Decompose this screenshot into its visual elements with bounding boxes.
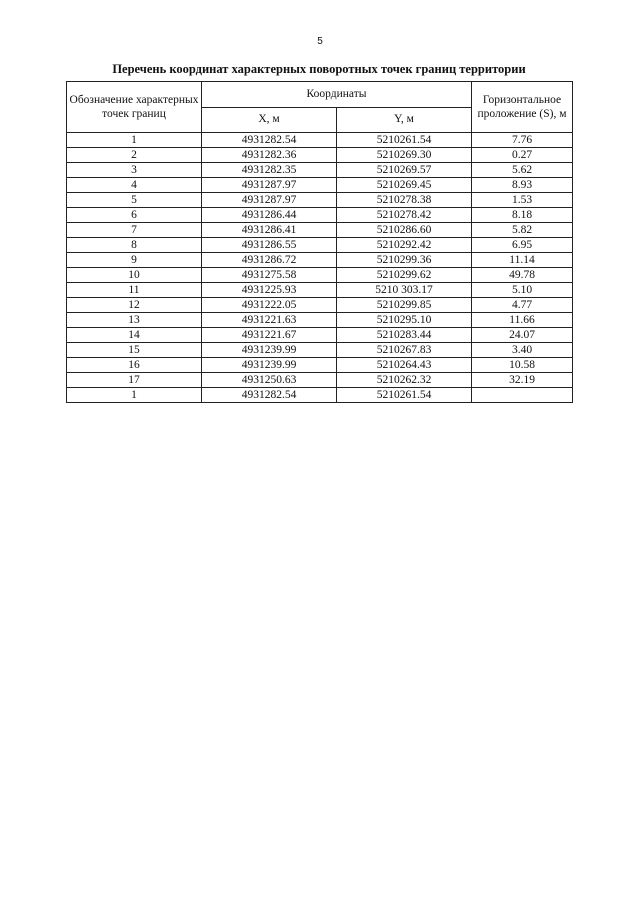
cell-x: 4931239.99 bbox=[202, 343, 337, 358]
table-row bbox=[67, 163, 573, 178]
cell-y: 5210261.54 bbox=[337, 388, 472, 403]
table-row bbox=[67, 223, 573, 238]
cell-point: 2 bbox=[67, 148, 202, 163]
table-row bbox=[67, 208, 573, 223]
cell-distance: 3.40 bbox=[472, 343, 573, 358]
cell-y: 5210269.30 bbox=[337, 148, 472, 163]
header-coordinates: Координаты bbox=[202, 82, 472, 108]
header-y: Y, м bbox=[337, 107, 472, 133]
cell-distance: 10.58 bbox=[472, 358, 573, 373]
header-point-designation: Обозначение характерных точек границ bbox=[67, 82, 202, 133]
cell-point: 12 bbox=[67, 298, 202, 313]
table-row bbox=[67, 133, 573, 148]
coordinates-table bbox=[66, 81, 573, 403]
cell-y: 5210 303.17 bbox=[337, 283, 472, 298]
cell-x: 4931286.44 bbox=[202, 208, 337, 223]
table-row bbox=[67, 238, 573, 253]
cell-x: 4931287.97 bbox=[202, 193, 337, 208]
cell-x: 4931225.93 bbox=[202, 283, 337, 298]
cell-point: 4 bbox=[67, 178, 202, 193]
cell-point: 13 bbox=[67, 313, 202, 328]
cell-distance: 4.77 bbox=[472, 298, 573, 313]
header-horizontal-distance: Горизонтальное проложение (S), м bbox=[472, 82, 573, 133]
cell-y: 5210286.60 bbox=[337, 223, 472, 238]
cell-x: 4931239.99 bbox=[202, 358, 337, 373]
cell-distance: 11.66 bbox=[472, 313, 573, 328]
table-row bbox=[67, 373, 573, 388]
cell-point: 5 bbox=[67, 193, 202, 208]
cell-distance: 24.07 bbox=[472, 328, 573, 343]
cell-y: 5210278.42 bbox=[337, 208, 472, 223]
cell-distance: 5.10 bbox=[472, 283, 573, 298]
cell-y: 5210295.10 bbox=[337, 313, 472, 328]
table-row bbox=[67, 268, 573, 283]
cell-x: 4931286.55 bbox=[202, 238, 337, 253]
table-row bbox=[67, 253, 573, 268]
table-row bbox=[67, 148, 573, 163]
cell-distance: 1.53 bbox=[472, 193, 573, 208]
cell-y: 5210278.38 bbox=[337, 193, 472, 208]
cell-point: 15 bbox=[67, 343, 202, 358]
cell-y: 5210292.42 bbox=[337, 238, 472, 253]
cell-x: 4931221.63 bbox=[202, 313, 337, 328]
cell-y: 5210299.36 bbox=[337, 253, 472, 268]
cell-point: 16 bbox=[67, 358, 202, 373]
cell-y: 5210261.54 bbox=[337, 133, 472, 148]
cell-point: 14 bbox=[67, 328, 202, 343]
cell-x: 4931282.36 bbox=[202, 148, 337, 163]
cell-y: 5210283.44 bbox=[337, 328, 472, 343]
cell-point: 8 bbox=[67, 238, 202, 253]
cell-y: 5210299.62 bbox=[337, 268, 472, 283]
cell-x: 4931250.63 bbox=[202, 373, 337, 388]
cell-distance: 32.19 bbox=[472, 373, 573, 388]
cell-x: 4931282.35 bbox=[202, 163, 337, 178]
document-title: Перечень координат характерных поворотных точек границ территории bbox=[112, 62, 526, 76]
cell-distance: 11.14 bbox=[472, 253, 573, 268]
cell-y: 5210269.45 bbox=[337, 178, 472, 193]
cell-distance: 0.27 bbox=[472, 148, 573, 163]
cell-point: 1 bbox=[67, 388, 202, 403]
table-row bbox=[67, 388, 573, 403]
cell-x: 4931287.97 bbox=[202, 178, 337, 193]
cell-point: 7 bbox=[67, 223, 202, 238]
cell-y: 5210262.32 bbox=[337, 373, 472, 388]
cell-distance: 8.18 bbox=[472, 208, 573, 223]
table-row bbox=[67, 283, 573, 298]
table-row bbox=[67, 178, 573, 193]
cell-distance: 6.95 bbox=[472, 238, 573, 253]
cell-x: 4931286.72 bbox=[202, 253, 337, 268]
cell-distance: 49.78 bbox=[472, 268, 573, 283]
page-number: 5 bbox=[317, 36, 323, 47]
cell-distance: 5.82 bbox=[472, 223, 573, 238]
cell-y: 5210267.83 bbox=[337, 343, 472, 358]
table-row bbox=[67, 343, 573, 358]
cell-x: 4931286.41 bbox=[202, 223, 337, 238]
table-row bbox=[67, 313, 573, 328]
cell-point: 17 bbox=[67, 373, 202, 388]
cell-point: 1 bbox=[67, 133, 202, 148]
table-row bbox=[67, 328, 573, 343]
cell-y: 5210269.57 bbox=[337, 163, 472, 178]
cell-point: 9 bbox=[67, 253, 202, 268]
table-row bbox=[67, 298, 573, 313]
cell-point: 6 bbox=[67, 208, 202, 223]
cell-point: 3 bbox=[67, 163, 202, 178]
cell-x: 4931275.58 bbox=[202, 268, 337, 283]
cell-distance: 5.62 bbox=[472, 163, 573, 178]
table-row bbox=[67, 358, 573, 373]
cell-point: 10 bbox=[67, 268, 202, 283]
table-row bbox=[67, 193, 573, 208]
header-x: X, м bbox=[202, 107, 337, 133]
cell-x: 4931282.54 bbox=[202, 133, 337, 148]
cell-point: 11 bbox=[67, 283, 202, 298]
cell-distance bbox=[472, 388, 573, 403]
cell-x: 4931221.67 bbox=[202, 328, 337, 343]
cell-y: 5210299.85 bbox=[337, 298, 472, 313]
cell-distance: 7.76 bbox=[472, 133, 573, 148]
cell-y: 5210264.43 bbox=[337, 358, 472, 373]
cell-x: 4931282.54 bbox=[202, 388, 337, 403]
cell-distance: 8.93 bbox=[472, 178, 573, 193]
cell-x: 4931222.05 bbox=[202, 298, 337, 313]
